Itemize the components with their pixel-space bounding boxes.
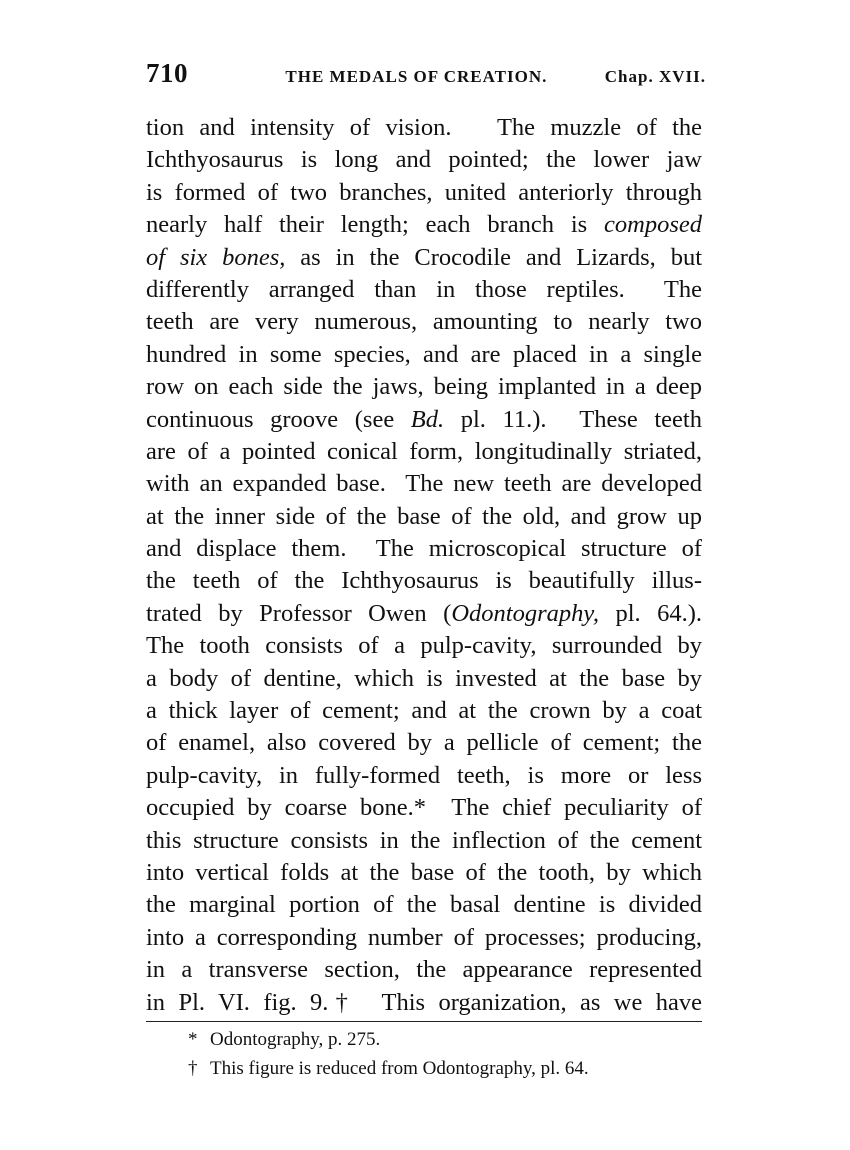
text-line <box>146 889 702 921</box>
text-segment: are of a pointed conical form, longitudinally striated, <box>146 437 702 465</box>
text-line <box>146 177 702 209</box>
body-text <box>146 112 702 1019</box>
text-line <box>146 954 702 986</box>
text-line <box>146 565 702 597</box>
text-segment: trated by Professor Owen ( <box>146 599 452 627</box>
text-line <box>146 306 702 338</box>
text-segment: differently arranged than in those reptiles. The <box>146 275 702 303</box>
text-segment: into a corresponding number of processes; producing, <box>146 923 702 951</box>
text-line <box>146 695 702 727</box>
text-segment: as in the Crocodile and Lizards, but <box>285 243 702 271</box>
text-segment: a body of dentine, which is invested at the base by <box>146 664 702 692</box>
italic-text: composed <box>604 211 702 239</box>
text-line <box>146 144 702 176</box>
text-line <box>146 598 702 630</box>
text-segment: nearly half their length; each branch is <box>146 211 605 239</box>
footnote-text: Odontography, p. 275. <box>210 1029 381 1050</box>
text-line <box>146 857 702 889</box>
text-line <box>146 825 702 857</box>
text-line <box>146 112 702 144</box>
text-line <box>146 339 702 371</box>
running-head <box>146 58 706 92</box>
footnote <box>188 1054 708 1083</box>
text-line <box>146 922 702 954</box>
text-line <box>146 371 702 403</box>
text-line <box>146 987 702 1019</box>
footnote <box>188 1025 708 1054</box>
text-segment: is formed of two branches, united anteriorly through <box>146 178 702 206</box>
chapter-reference: Chap. XVII. <box>604 67 706 86</box>
text-line <box>146 274 702 306</box>
page-number: 710 <box>146 58 188 88</box>
text-segment: into vertical folds at the base of the tooth, by which <box>146 858 702 886</box>
text-line <box>146 468 702 500</box>
text-segment: of enamel, also covered by a pellicle of cement; the <box>146 729 702 757</box>
text-segment: the teeth of the Ichthyosaurus is beautifully illus- <box>146 567 702 595</box>
text-line <box>146 727 702 759</box>
text-segment: in Pl. VI. fig. 9.† This organization, as we have <box>146 988 702 1016</box>
text-line <box>146 209 702 241</box>
text-segment: teeth are very numerous, amounting to nearly two <box>146 308 702 336</box>
text-line <box>146 630 702 662</box>
text-line <box>146 663 702 695</box>
italic-text: Odontography, <box>451 599 599 627</box>
text-segment: this structure consists in the inflection of the cement <box>146 826 702 854</box>
text-segment: and displace them. The microscopical structure of <box>146 535 702 563</box>
footnote-text: This figure is reduced from Odontography, pl. 64. <box>210 1058 589 1079</box>
text-segment: a thick layer of cement; and at the crown by a coat <box>146 697 702 725</box>
text-segment: continuous groove (see <box>146 405 411 433</box>
text-line <box>146 533 702 565</box>
footnotes <box>188 1025 708 1083</box>
text-segment: occupied by coarse bone.* The chief peculiarity of <box>146 794 702 822</box>
text-line <box>146 760 702 792</box>
text-line <box>146 436 702 468</box>
footnote-mark: * <box>188 1029 198 1050</box>
text-segment: at the inner side of the base of the old, and grow up <box>146 502 702 530</box>
text-segment: Ichthyosaurus is long and pointed; the lower jaw <box>146 146 702 174</box>
text-segment: pl. 64.). <box>599 599 702 627</box>
text-segment: tion and intensity of vision. The muzzle of the <box>146 114 702 141</box>
text-segment: in a transverse section, the appearance represented <box>146 956 702 984</box>
text-line <box>146 242 702 274</box>
text-segment: with an expanded base. The new teeth are developed <box>146 470 702 498</box>
text-segment: the marginal portion of the basal dentine is divided <box>146 891 702 919</box>
text-segment: The tooth consists of a pulp-cavity, surrounded by <box>146 632 702 660</box>
text-line <box>146 404 702 436</box>
italic-text: Bd. <box>410 405 445 433</box>
footnote-divider <box>146 1021 702 1022</box>
book-title: THE MEDALS OF CREATION. <box>285 67 548 86</box>
italic-text: of six bones, <box>146 243 286 271</box>
text-line <box>146 792 702 824</box>
text-line <box>146 501 702 533</box>
footnote-mark: † <box>188 1058 198 1079</box>
text-segment: row on each side the jaws, being implanted in a deep <box>146 373 702 401</box>
text-segment: pulp-cavity, in fully-formed teeth, is more or less <box>146 761 702 789</box>
text-segment: hundred in some species, and are placed in a single <box>146 340 702 368</box>
text-segment: pl. 11.). These teeth <box>444 405 702 433</box>
